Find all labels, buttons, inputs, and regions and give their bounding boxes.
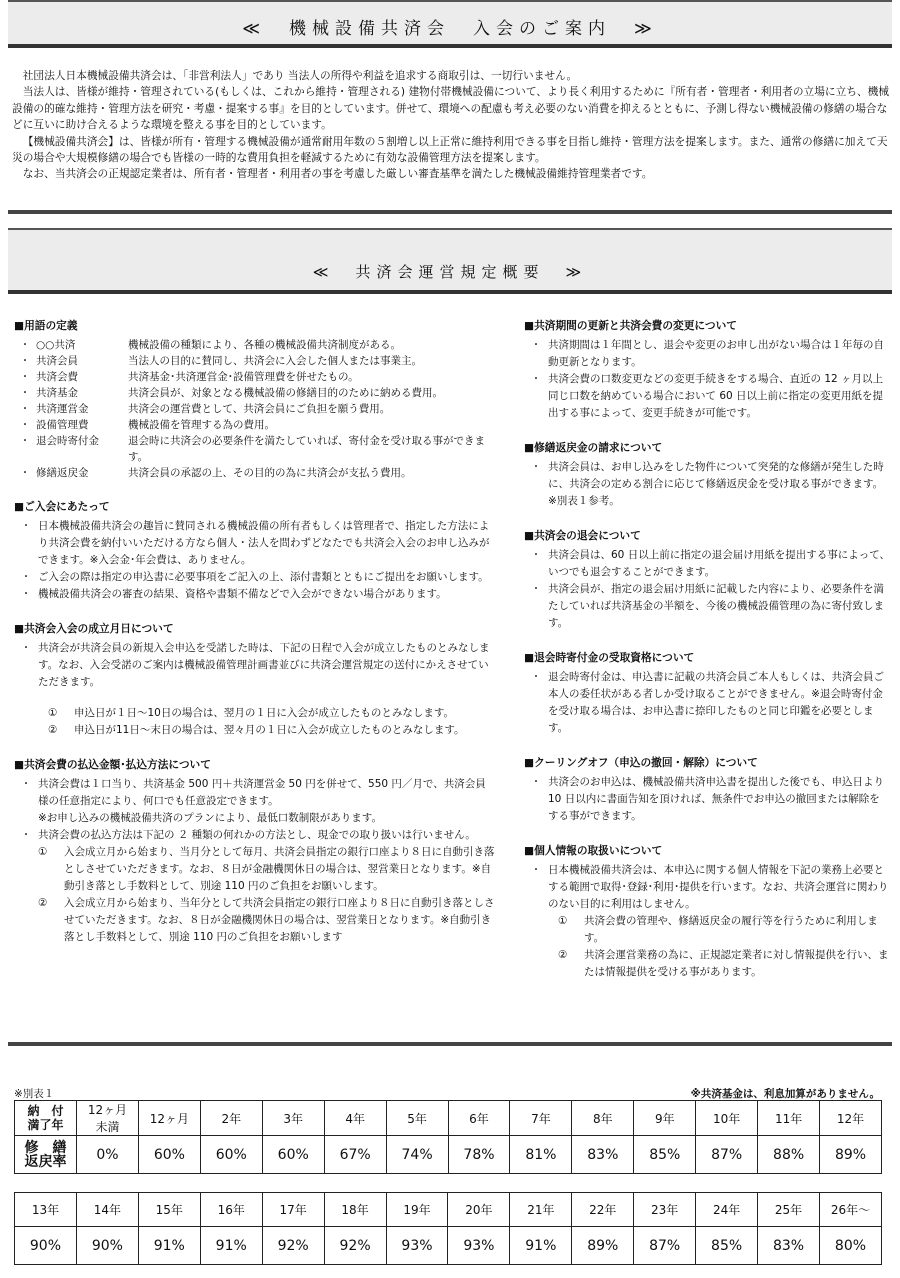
table-cell: 9年 bbox=[634, 1101, 696, 1136]
banner-underline bbox=[8, 290, 892, 294]
table-cell: 21年 bbox=[510, 1193, 572, 1227]
table-cell: 88% bbox=[758, 1136, 820, 1174]
table-cell: 83% bbox=[572, 1136, 634, 1174]
term-row: ・ 共済会費 共済基金･共済運営金･設備管理費を併せたもの。 bbox=[14, 369, 496, 385]
table-cell: 93% bbox=[448, 1227, 510, 1265]
table-cell: 18年 bbox=[324, 1193, 386, 1227]
list-item: ・ 共済会費は１口当り、共済基金 500 円＋共済運営金 50 円を併せて、550 円／月で、共済会員様の任意指定により、何口でも任意設定できます。 bbox=[20, 778, 486, 807]
divider bbox=[8, 210, 892, 214]
table-cell: 85% bbox=[696, 1227, 758, 1265]
list-item: ・ 共済会費の払込方法は下記の ２ 種類の何れかの方法とし、現金での取り扱いは行いません。 bbox=[20, 829, 476, 841]
table-cell: 16年 bbox=[200, 1193, 262, 1227]
list-item: ・ 共済会員は、お申し込みをした物件について突発的な修繕が発生した時に、共済会の定める割合に応じて修繕返戻金を受け取る事ができます。※別表１参考。 bbox=[530, 461, 884, 507]
list-item: ・ 共済会費の口数変更などの変更手続きをする場合、直近の 12 ヶ月以上同じ口数を納めている場合において 60 日以上前に指定の変更用紙を提出する事によって、変更手続きが可能です。 bbox=[530, 373, 884, 419]
table-cell: 22年 bbox=[572, 1193, 634, 1227]
table-note-interest: ※共済基金は、利息加算がありません。 bbox=[690, 1088, 880, 1100]
table-cell: 92% bbox=[324, 1227, 386, 1265]
table-cell: 74% bbox=[386, 1136, 448, 1174]
right-column bbox=[524, 318, 890, 999]
list-item: ・ 機械設備共済会の審査の結果、資格や書類不備などで入会ができない場合があります。 bbox=[20, 588, 447, 600]
table-cell: 89% bbox=[572, 1227, 634, 1265]
numbered-item: ① 共済会費の管理や、修繕返戻金の履行等を行うために利用します。 bbox=[558, 915, 878, 944]
table-cell: 15年 bbox=[138, 1193, 200, 1227]
term-row: ・ 共済運営金 共済会の運営費として、共済会員にご負担を願う費用。 bbox=[14, 401, 496, 417]
banner-underline bbox=[8, 44, 892, 48]
section-title: ≪ 共済会運営規定概要 ≫ bbox=[312, 263, 588, 281]
intro-paragraph: 社団法人日本機械設備共済会は、「非営利法人」であり 当法人の所得や利益を追求する商取引は、一切行いません。 bbox=[22, 69, 578, 82]
table-cell: 納 付 満了年 bbox=[15, 1101, 77, 1136]
table-cell: 87% bbox=[696, 1136, 758, 1174]
table-cell: 20年 bbox=[448, 1193, 510, 1227]
table-cell: 24年 bbox=[696, 1193, 758, 1227]
term-row: ・ 設備管理費 機械設備を管理する為の費用。 bbox=[14, 417, 496, 433]
renewal-section bbox=[524, 318, 890, 422]
intro-paragraph: なお、当共済会の正規認定業者は、所有者・管理者・利用者の事を考慮した厳しい審査基準を満たした機械設備維持管理業者です。 bbox=[22, 167, 653, 181]
list-item: ・ 共済会が共済会員の新規入会申込を受諾した時は、下記の日程で入会が成立したものとみなします。なお、入会受諾のご案内は機械設備管理計画書並びに共済会運営規定の送付にかえさせていただきます。 bbox=[20, 642, 490, 688]
cooling-off-section bbox=[524, 755, 890, 825]
table-cell: 93% bbox=[386, 1227, 448, 1265]
numbered-item: ① 入会成立月から始まり、当月分として毎月、共済会員指定の銀行口座より８日に自動引き落としさせていただきます。なお、８日が金融機関休日の場合は、翌営業日となります。※自動引き落とし手数料として、別途 110 円のご負担をお願いします。 bbox=[38, 846, 495, 892]
term-row: ・ 退会時寄付金 退会時に共済会の必要条件を満たしていれば、寄付金を受け取る事ができます。 bbox=[14, 433, 496, 465]
table-cell: 13年 bbox=[15, 1193, 77, 1227]
intro-paragraph: 当法人は、皆様が維持・管理されている(もしくは、これから維持・管理される) 建物付帯機械設備について、より長く利用するために『所有者・管理者・利用者の立場に立ち、機械設備の的確な維持・管理方法を研究・考慮・提案する事』を目的としています。併せて、環境への配慮も考え必要のない消費を抑えるとともに、予測し得ない機械設備の修繕の場合などに互いに助け合えるような環境を整える事を目的としています。 bbox=[12, 85, 890, 132]
table-cell: 10年 bbox=[696, 1101, 758, 1136]
left-column bbox=[14, 318, 496, 964]
table-cell: 23年 bbox=[634, 1193, 696, 1227]
list-item: ・ 退会時寄付金は、申込書に記載の共済会員ご本人もしくは、共済会員ご本人の委任状がある者しか受け取ることができません。※退会時寄付金を受け取る場合は、お申込書に捺印したものと同じ印鑑を必要とします。 bbox=[530, 671, 884, 734]
donation-section bbox=[524, 650, 890, 737]
term-name: 共済会員 bbox=[36, 355, 78, 367]
table-cell: 80% bbox=[819, 1227, 881, 1265]
term-description: 機械設備の種類により、各種の機械設備共済制度がある。 bbox=[128, 339, 401, 351]
section-heading: ■共済会費の払込金額･払込方法について bbox=[14, 758, 211, 771]
rules-banner bbox=[8, 228, 892, 294]
term-description: 機械設備を管理する為の費用。 bbox=[128, 419, 275, 431]
term-row: ・ ○○共済 機械設備の種類により、各種の機械設備共済制度がある。 bbox=[14, 337, 496, 353]
table-cell: 92% bbox=[262, 1227, 324, 1265]
numbered-item: ② 共済会運営業務の為に、正規認定業者に対し情報提供を行い、または情報提供を受ける事があります。 bbox=[558, 949, 889, 978]
establish-section bbox=[14, 621, 496, 739]
table-cell: 60% bbox=[138, 1136, 200, 1174]
terms-section bbox=[14, 318, 496, 481]
table-cell: 11年 bbox=[758, 1101, 820, 1136]
table-cell: 78% bbox=[448, 1136, 510, 1174]
table-cell: 5年 bbox=[386, 1101, 448, 1136]
table-cell: 12年 bbox=[820, 1101, 882, 1136]
numbered-item: ② 申込日が11日～末日の場合は、翌々月の１日に入会が成立したものとみなします。 bbox=[48, 724, 465, 736]
section-heading: ■共済期間の更新と共済会費の変更について bbox=[524, 319, 737, 332]
list-item: ・ 日本機械設備共済会は、本申込に関する個人情報を下記の業務上必要とする範囲で取得･登録･利用･提供を行います。なお、共済会運営に関わりのない目的に利用はしません。 bbox=[530, 864, 889, 910]
term-description: 共済基金･共済運営金･設備管理費を併せたもの。 bbox=[128, 371, 359, 383]
table-cell: 3年 bbox=[262, 1101, 324, 1136]
table-cell: 4年 bbox=[324, 1101, 386, 1136]
divider bbox=[8, 1042, 892, 1046]
table-cell: 89% bbox=[820, 1136, 882, 1174]
table-cell: 14年 bbox=[76, 1193, 138, 1227]
term-row: ・ 共済会員 当法人の目的に賛同し、共済会に入会した個人または事業主。 bbox=[14, 353, 496, 369]
intro-text bbox=[12, 68, 890, 183]
payment-section bbox=[14, 757, 496, 946]
table-cell: 26年～ bbox=[819, 1193, 881, 1227]
table-cell: 85% bbox=[634, 1136, 696, 1174]
table-cell: 81% bbox=[510, 1136, 572, 1174]
list-item: ・ 共済会のお申込は、機械設備共済申込書を提出した後でも、申込日より 10 日以内に書面告知を頂ければ、無条件でお申込の撤回または解除をする事ができます。 bbox=[530, 776, 884, 822]
term-row: ・ 共済基金 共済会員が、対象となる機械設備の修繕目的のために納める費用。 bbox=[14, 385, 496, 401]
table-cell: 87% bbox=[634, 1227, 696, 1265]
note-text: ※お申し込みの機械設備共済のプランにより、最低口数制限があります。 bbox=[38, 812, 382, 824]
section-heading: ■個人情報の取扱いについて bbox=[524, 844, 663, 857]
terms-list bbox=[14, 337, 496, 481]
section-heading: ■修繕返戻金の請求について bbox=[524, 441, 663, 454]
table-cell: 7年 bbox=[510, 1101, 572, 1136]
table-cell: 0% bbox=[77, 1136, 139, 1174]
section-heading: ■ご入会にあたって bbox=[14, 500, 110, 513]
intro-paragraph: 【機械設備共済会】は、皆様が所有・管理する機械設備が通常耐用年数の５割増し以上正常に維持利用できる事を目指し維持・管理方法を提案します。また、通常の修繕に加えて天災の場合や大規模修繕の場合でも皆様の一時的な費用負担を軽減するために有効な設備管理方法を提案します。 bbox=[12, 134, 888, 165]
section-heading: ■退会時寄付金の受取資格について bbox=[524, 651, 695, 664]
table-cell: 6年 bbox=[448, 1101, 510, 1136]
term-name: 退会時寄付金 bbox=[36, 435, 99, 447]
table-cell: 83% bbox=[758, 1227, 820, 1265]
table-cell: 60% bbox=[262, 1136, 324, 1174]
section-heading: ■共済会の退会について bbox=[524, 529, 641, 542]
list-item: ・ 共済会員が、指定の退会届け用紙に記載した内容により、必要条件を満たしていれば共済基金の半額を、今後の機械設備管理の為に寄付致します。 bbox=[530, 583, 884, 629]
page-title: ≪ 機械設備共済会 入会のご案内 ≫ bbox=[242, 19, 658, 39]
term-name: 設備管理費 bbox=[36, 419, 89, 431]
table-cell: 91% bbox=[510, 1227, 572, 1265]
table-cell: 12ヶ月 bbox=[138, 1101, 200, 1136]
table-cell: 8年 bbox=[572, 1101, 634, 1136]
table-cell: 60% bbox=[200, 1136, 262, 1174]
table-cell: 67% bbox=[324, 1136, 386, 1174]
table-cell: 19年 bbox=[386, 1193, 448, 1227]
list-item: ・ 共済期間は１年間とし、退会や変更のお申し出がない場合は１年毎の自動更新となります。 bbox=[530, 339, 884, 368]
term-name: ○○共済 bbox=[36, 339, 76, 351]
term-name: 共済基金 bbox=[36, 387, 78, 399]
numbered-item: ② 入会成立月から始まり、当年分として共済会員指定の銀行口座より８日に自動引き落としさせていただきます。なお、８日が金融機関休日の場合は、翌営業日となります。※自動引き落とし手数料として、別途 110 円のご負担をお願いします bbox=[38, 897, 495, 943]
list-item: ・ ご入会の際は指定の申込書に必要事項をご記入の上、添付書類とともにご提出をお願いします。 bbox=[20, 571, 489, 583]
term-name: 共済運営金 bbox=[36, 403, 89, 415]
term-description: 退会時に共済会の必要条件を満たしていれば、寄付金を受け取る事ができます。 bbox=[128, 435, 485, 463]
table-cell: 25年 bbox=[758, 1193, 820, 1227]
term-description: 共済会員が、対象となる機械設備の修繕目的のために納める費用。 bbox=[128, 387, 443, 399]
table-cell: 90% bbox=[76, 1227, 138, 1265]
table-cell: 91% bbox=[138, 1227, 200, 1265]
term-description: 当法人の目的に賛同し、共済会に入会した個人または事業主。 bbox=[128, 355, 422, 367]
term-name: 修繕返戻金 bbox=[36, 467, 89, 479]
table-note: ※別表１ bbox=[14, 1088, 55, 1100]
table-cell: 修 繕 返戻率 bbox=[15, 1136, 77, 1174]
term-name: 共済会費 bbox=[36, 371, 78, 383]
section-heading: ■クーリングオフ（申込の撤回・解除）について bbox=[524, 756, 758, 769]
table-cell: 17年 bbox=[262, 1193, 324, 1227]
numbered-item: ① 申込日が１日～10日の場合は、翌月の１日に入会が成立したものとみなします。 bbox=[48, 707, 455, 719]
list-item: ・ 共済会員は、60 日以上前に指定の退会届け用紙を提出する事によって、いつでも退会することができます。 bbox=[530, 549, 890, 578]
joining-section bbox=[14, 499, 496, 603]
privacy-section bbox=[524, 843, 890, 981]
refund-section bbox=[524, 440, 890, 510]
term-description: 共済会の運営費として、共済会員にご負担を願う費用。 bbox=[128, 403, 391, 415]
table-cell: 91% bbox=[200, 1227, 262, 1265]
withdraw-section bbox=[524, 528, 890, 632]
table-cell: 12ヶ月 未満 bbox=[77, 1101, 139, 1136]
header-banner bbox=[8, 0, 892, 48]
list-item: ・ 日本機械設備共済会の趣旨に賛同される機械設備の所有者もしくは管理者で、指定した方法により共済会費を納付いいただける方なら個人・法人を問わずどなたでも共済会入会のお申し込みができます。※入会金･年会費は、ありません。 bbox=[20, 520, 490, 566]
refund-rate-table-continued bbox=[14, 1192, 882, 1265]
term-description: 共済会員の承認の上、その目的の為に共済会が支払う費用。 bbox=[128, 467, 412, 479]
refund-rate-table bbox=[14, 1100, 882, 1174]
section-heading: ■用語の定義 bbox=[14, 319, 78, 332]
term-row: ・ 修繕返戻金 共済会員の承認の上、その目的の為に共済会が支払う費用。 bbox=[14, 465, 496, 481]
table-cell: 90% bbox=[15, 1227, 77, 1265]
section-heading: ■共済会入会の成立月日について bbox=[14, 622, 174, 635]
table-cell: 2年 bbox=[200, 1101, 262, 1136]
